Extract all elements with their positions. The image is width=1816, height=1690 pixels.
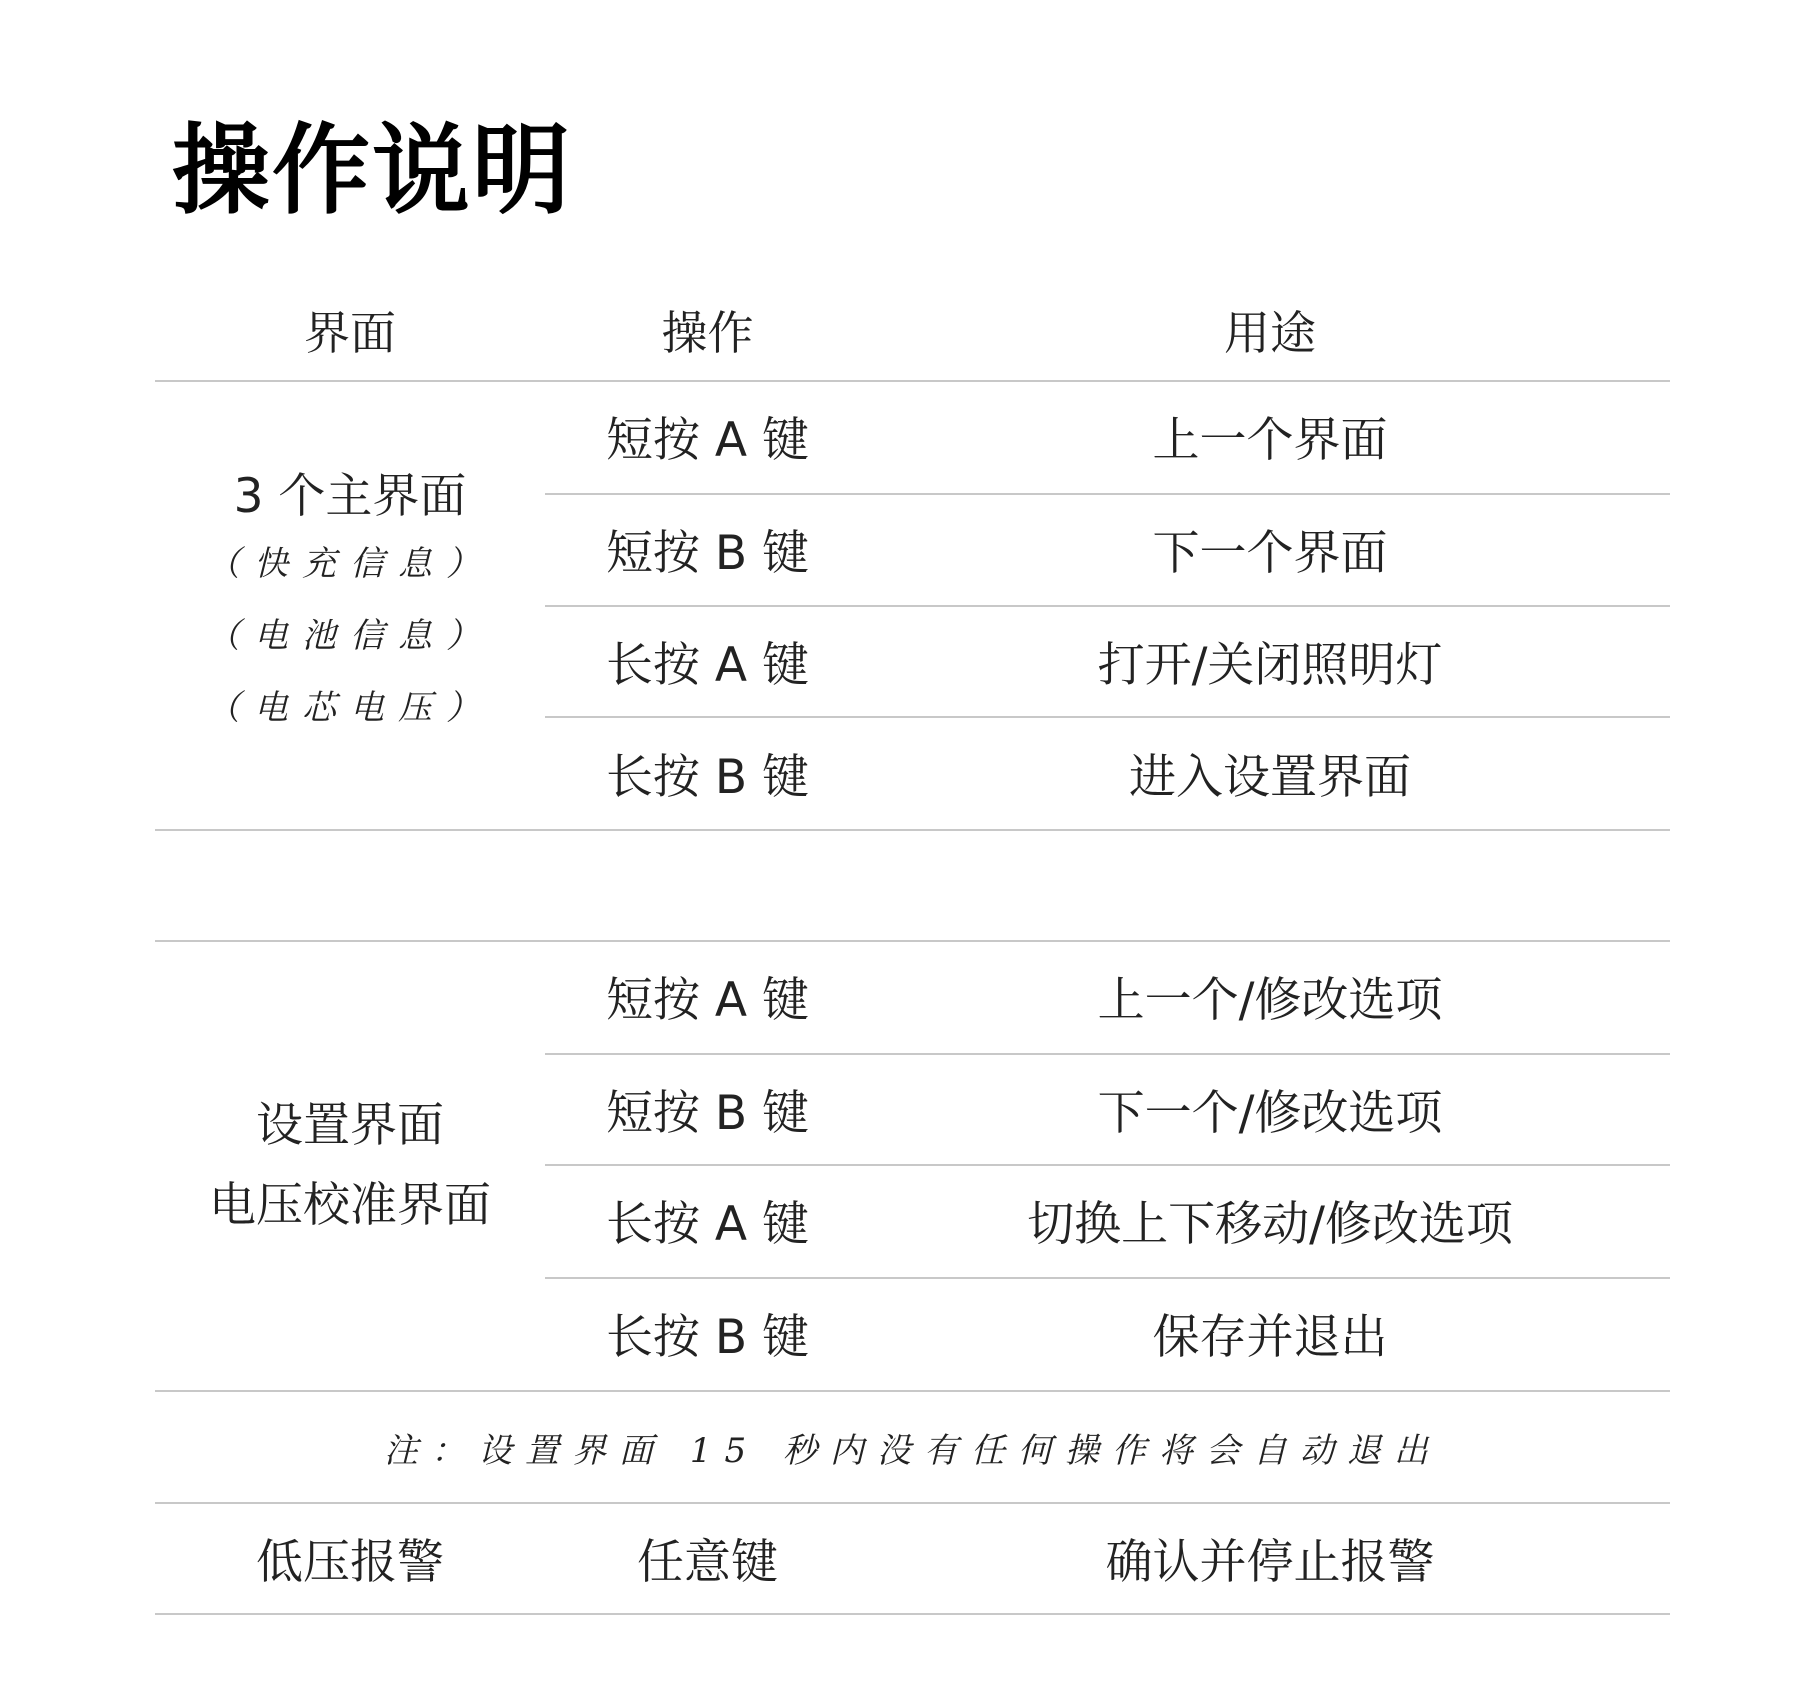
- alarm-operation: 任意键: [637, 1534, 778, 1590]
- group2-row4-purpose: 保存并退出: [1152, 1310, 1388, 1365]
- group1-row2-operation: 短按 B 键: [605, 526, 810, 581]
- group2-screen-label: [155, 941, 545, 1390]
- group2-screen-line-2: 电压校准界面: [209, 1177, 491, 1233]
- group1-row1-operation: 短按 A 键: [605, 413, 810, 468]
- group1-row3-purpose: 打开/关闭照明灯: [1097, 638, 1443, 693]
- group1-bottom-divider: [155, 829, 1670, 831]
- group1-row2-purpose: 下一个界面: [1152, 526, 1388, 581]
- group2-row3-purpose: 切换上下移动/修改选项: [1027, 1197, 1513, 1252]
- group1-screen-main: 3 个主界面: [233, 468, 467, 524]
- alarm-purpose: 确认并停止报警: [1105, 1534, 1435, 1590]
- page-title: 操作说明: [172, 114, 573, 228]
- alarm-screen: 低压报警: [256, 1534, 444, 1590]
- group2-row3-operation: 长按 A 键: [605, 1197, 810, 1252]
- group1-row3-operation: 长按 A 键: [605, 638, 810, 693]
- note-text: 注：设置界面 15 秒内没有任何操作将会自动退出: [384, 1430, 1441, 1471]
- group1-screen-label: [155, 381, 545, 828]
- group1-screen-sub-3: （电芯电压）: [206, 687, 494, 728]
- group2-screen-line-1: 设置界面: [256, 1097, 444, 1153]
- header-operation: 操作: [661, 306, 754, 360]
- group1-screen-sub-2: （电池信息）: [206, 615, 494, 656]
- header-screen: 界面: [304, 306, 396, 360]
- group1-row1-purpose: 上一个界面: [1152, 413, 1388, 468]
- group2-row1-purpose: 上一个/修改选项: [1097, 973, 1443, 1028]
- group2-row4-operation: 长按 B 键: [605, 1310, 810, 1365]
- group2-row1-operation: 短按 A 键: [605, 973, 810, 1028]
- group2-row2-purpose: 下一个/修改选项: [1097, 1086, 1443, 1141]
- group2-row2-operation: 短按 B 键: [605, 1086, 810, 1141]
- group1-row4-purpose: 进入设置界面: [1129, 750, 1411, 805]
- group1-screen-sub-1: （快充信息）: [206, 543, 494, 584]
- header-purpose: 用途: [1224, 306, 1316, 360]
- table-bottom-divider: [155, 1613, 1670, 1615]
- group1-row4-operation: 长按 B 键: [605, 750, 810, 805]
